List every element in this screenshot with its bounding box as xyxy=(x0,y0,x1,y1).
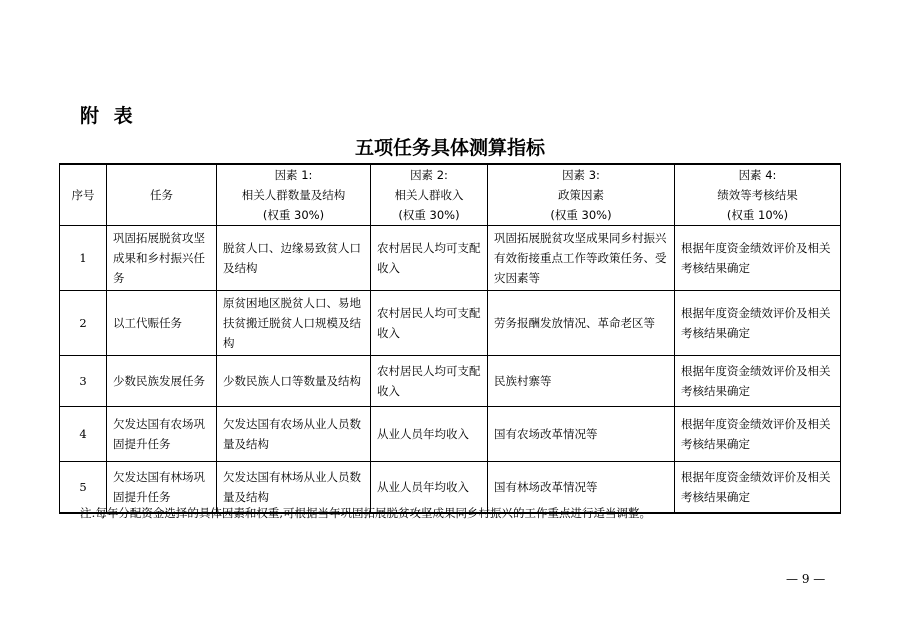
factor-1-name: 因素 1: xyxy=(274,168,313,182)
cell-task: 少数民族发展任务 xyxy=(107,356,217,407)
factor-3-name: 因素 3: xyxy=(562,168,600,182)
header-factor-4 xyxy=(675,164,841,226)
cell-factor-2: 从业人员年均收入 xyxy=(371,462,488,514)
cell-seq: 2 xyxy=(60,291,107,356)
cell-factor-2: 农村居民人均可支配收入 xyxy=(371,226,488,291)
header-task: 任务 xyxy=(107,164,217,226)
header-factor-2 xyxy=(371,164,488,226)
cell-factor-3: 劳务报酬发放情况、革命老区等 xyxy=(488,291,675,356)
cell-task: 巩固拓展脱贫攻坚成果和乡村振兴任务 xyxy=(107,226,217,291)
factor-2-weight: (权重 30%) xyxy=(398,208,460,222)
cell-seq: 5 xyxy=(60,462,107,514)
cell-factor-4: 根据年度资金绩效评价及相关考核结果确定 xyxy=(675,356,841,407)
cell-factor-2: 农村居民人均可支配收入 xyxy=(371,291,488,356)
cell-factor-4: 根据年度资金绩效评价及相关考核结果确定 xyxy=(675,226,841,291)
factor-2-name: 因素 2: xyxy=(410,168,448,182)
cell-task: 欠发达国有农场巩固提升任务 xyxy=(107,407,217,462)
appendix-heading: 附 表 xyxy=(80,105,137,127)
cell-task: 以工代赈任务 xyxy=(107,291,217,356)
table-row xyxy=(60,407,841,462)
cell-factor-2: 农村居民人均可支配收入 xyxy=(371,356,488,407)
cell-factor-4: 根据年度资金绩效评价及相关考核结果确定 xyxy=(675,291,841,356)
header-factor-3 xyxy=(488,164,675,226)
cell-task: 欠发达国有林场巩固提升任务 xyxy=(107,462,217,514)
cell-seq: 3 xyxy=(60,356,107,407)
factor-3-weight: (权重 30%) xyxy=(550,208,612,222)
factor-4-weight: (权重 10%) xyxy=(726,208,789,222)
page-number: — 9 — xyxy=(786,572,826,586)
cell-factor-3: 巩固拓展脱贫攻坚成果同乡村振兴有效衔接重点工作等政策任务、受灾因素等 xyxy=(488,226,675,291)
cell-factor-2: 从业人员年均收入 xyxy=(371,407,488,462)
cell-factor-3: 国有农场改革情况等 xyxy=(488,407,675,462)
cell-factor-4: 根据年度资金绩效评价及相关考核结果确定 xyxy=(675,462,841,514)
header-factor-1 xyxy=(217,164,371,226)
table-row xyxy=(60,291,841,356)
factor-4-name: 因素 4: xyxy=(738,168,777,182)
cell-factor-1: 欠发达国有林场从业人员数量及结构 xyxy=(217,462,371,514)
table-title: 五项任务具体测算指标 xyxy=(354,137,545,159)
table-row xyxy=(60,226,841,291)
factor-4-desc: 绩效等考核结果 xyxy=(717,188,798,202)
cell-factor-1: 少数民族人口等数量及结构 xyxy=(217,356,371,407)
factor-2-desc: 相关人群收入 xyxy=(394,188,464,202)
header-seq: 序号 xyxy=(60,164,107,226)
factor-3-desc: 政策因素 xyxy=(558,188,604,202)
cell-seq: 1 xyxy=(60,226,107,291)
factor-1-weight: (权重 30%) xyxy=(262,208,325,222)
factor-1-desc: 相关人群数量及结构 xyxy=(241,188,346,202)
cell-factor-3: 民族村寨等 xyxy=(488,356,675,407)
table-header-row xyxy=(60,164,841,226)
cell-factor-4: 根据年度资金绩效评价及相关考核结果确定 xyxy=(675,407,841,462)
cell-factor-1: 脱贫人口、边缘易致贫人口及结构 xyxy=(217,226,371,291)
cell-factor-3: 国有林场改革情况等 xyxy=(488,462,675,514)
cell-seq: 4 xyxy=(60,407,107,462)
table-row xyxy=(60,356,841,407)
cell-factor-1: 欠发达国有农场从业人员数量及结构 xyxy=(217,407,371,462)
table-note: 注:每年分配资金选择的具体因素和权重,可根据当年巩固拓展脱贫攻坚成果同乡村振兴的工作重点进行适当调整。 xyxy=(80,506,652,520)
cell-factor-1: 原贫困地区脱贫人口、易地扶贫搬迁脱贫人口规模及结构 xyxy=(217,291,371,356)
indicator-table xyxy=(59,163,841,514)
